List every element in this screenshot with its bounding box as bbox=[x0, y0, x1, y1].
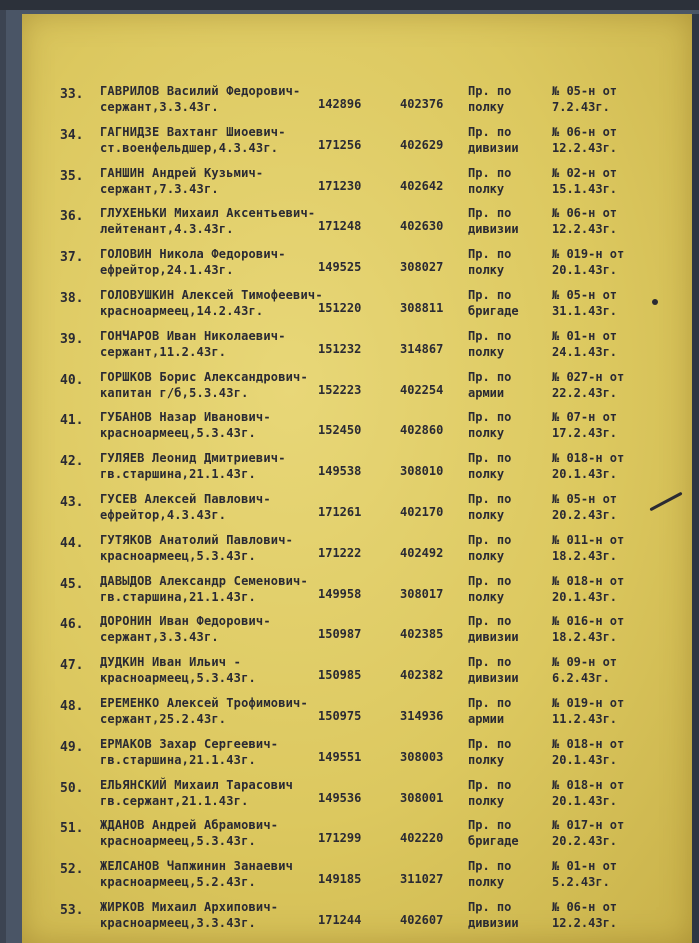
order-date: 20.2.43г. bbox=[552, 834, 618, 849]
order-date: 12.2.43г. bbox=[552, 140, 618, 155]
scanned-document-page bbox=[22, 14, 692, 943]
medal-code: 150985 bbox=[318, 668, 362, 683]
record-row bbox=[22, 166, 692, 206]
certificate-number: 308010 bbox=[400, 464, 444, 479]
medal-code: 152450 bbox=[318, 423, 362, 438]
record-number: 48. bbox=[60, 699, 84, 714]
medal-code: 171244 bbox=[318, 913, 362, 927]
viewer-right-edge bbox=[692, 14, 699, 943]
order-type: Пр. по bbox=[468, 247, 512, 262]
record-number: 44. bbox=[60, 535, 84, 551]
order-number: № 019-н от bbox=[552, 696, 625, 710]
order-number: № 019-н от bbox=[552, 247, 625, 262]
order-type: Пр. по bbox=[468, 492, 512, 506]
certificate-number: 402607 bbox=[400, 913, 444, 927]
medal-code: 151232 bbox=[318, 341, 362, 356]
order-type: Пр. по bbox=[468, 573, 512, 588]
record-row bbox=[22, 737, 692, 777]
rank-date-line: капитан г/б,5.3.43г. bbox=[100, 385, 249, 400]
name-line: ЕЛЬЯНСКИЙ Михаил Тарасович bbox=[100, 777, 294, 792]
medal-code: 149185 bbox=[318, 872, 362, 887]
rank-date-line: ефрейтор,24.1.43г. bbox=[100, 263, 234, 278]
viewer-left-edge bbox=[0, 10, 6, 943]
record-number: 41. bbox=[60, 413, 84, 429]
certificate-number: 402254 bbox=[400, 382, 444, 397]
order-issuer: дивизии bbox=[468, 140, 519, 155]
order-number: № 07-н от bbox=[552, 410, 618, 425]
certificate-number: 311027 bbox=[400, 872, 444, 887]
order-type: Пр. по bbox=[468, 532, 512, 547]
record-number: 45. bbox=[60, 576, 84, 592]
order-date: 22.2.43г. bbox=[552, 385, 618, 400]
record-row bbox=[22, 288, 692, 328]
order-issuer: дивизии bbox=[468, 222, 519, 237]
rank-date-line: красноармеец,5.2.43г. bbox=[100, 875, 256, 890]
certificate-number: 402642 bbox=[400, 178, 444, 193]
order-issuer: бригаде bbox=[468, 304, 519, 318]
certificate-number: 402382 bbox=[400, 668, 444, 683]
record-row bbox=[22, 329, 692, 369]
certificate-number: 402170 bbox=[400, 505, 444, 519]
order-issuer: дивизии bbox=[468, 630, 519, 645]
order-issuer: полку bbox=[468, 426, 505, 441]
record-number: 36. bbox=[60, 209, 84, 225]
order-type: Пр. по bbox=[468, 777, 512, 792]
ink-blot bbox=[652, 299, 658, 305]
order-number: № 018-н от bbox=[552, 573, 625, 588]
medal-code: 149538 bbox=[318, 464, 362, 479]
certificate-number: 308027 bbox=[400, 260, 444, 275]
rank-date-line: гв.старшина,21.1.43г. bbox=[100, 752, 256, 767]
medal-code: 152223 bbox=[318, 382, 362, 397]
record-number: 38. bbox=[60, 291, 84, 306]
certificate-number: 402376 bbox=[400, 97, 444, 111]
order-date: 20.1.43г. bbox=[552, 467, 618, 482]
record-row bbox=[22, 696, 692, 736]
record-number: 42. bbox=[60, 454, 84, 470]
order-issuer: полку bbox=[468, 875, 505, 890]
record-number: 40. bbox=[60, 372, 84, 388]
record-row bbox=[22, 247, 692, 287]
rank-date-line: красноармеец,5.3.43г. bbox=[100, 834, 256, 849]
certificate-number: 402385 bbox=[400, 627, 444, 642]
order-date: 20.2.43г. bbox=[552, 508, 618, 522]
order-number: № 017-н от bbox=[552, 818, 625, 833]
rank-date-line: гв.старшина,21.1.43г. bbox=[100, 589, 256, 604]
name-line: ГУТЯКОВ Анатолий Павлович- bbox=[100, 532, 294, 547]
order-number: № 018-н от bbox=[552, 777, 625, 792]
record-number: 47. bbox=[60, 658, 84, 674]
rank-date-line: лейтенант,4.3.43г. bbox=[100, 222, 234, 237]
order-number: № 05-н от bbox=[552, 492, 618, 506]
rank-date-line: красноармеец,3.3.43г. bbox=[100, 916, 256, 930]
record-row bbox=[22, 818, 692, 858]
record-number: 50. bbox=[60, 780, 84, 796]
certificate-number: 314867 bbox=[400, 341, 444, 356]
medal-code: 171230 bbox=[318, 178, 362, 193]
order-issuer: дивизии bbox=[468, 671, 519, 686]
record-number: 33. bbox=[60, 87, 84, 102]
order-number: № 06-н от bbox=[552, 124, 618, 139]
name-line: ДУДКИН Иван Ильич - bbox=[100, 655, 242, 670]
order-issuer: армии bbox=[468, 712, 505, 726]
order-date: 17.2.43г. bbox=[552, 426, 618, 441]
certificate-number: 308001 bbox=[400, 790, 444, 805]
certificate-number: 402629 bbox=[400, 137, 444, 152]
certificate-number: 402220 bbox=[400, 831, 444, 846]
order-type: Пр. по bbox=[468, 655, 512, 670]
certificate-number: 402630 bbox=[400, 219, 444, 234]
name-line: ЖИРКОВ Михаил Архипович- bbox=[100, 900, 279, 914]
rank-date-line: сержант,7.3.43г. bbox=[100, 181, 219, 196]
order-issuer: полку bbox=[468, 100, 505, 114]
order-type: Пр. по bbox=[468, 410, 512, 425]
order-date: 12.2.43г. bbox=[552, 916, 618, 930]
name-line: ГОРШКОВ Борис Александрович- bbox=[100, 369, 308, 384]
order-number: № 027-н от bbox=[552, 369, 625, 384]
record-row bbox=[22, 655, 692, 695]
name-line: ДАВЫДОВ Александр Семенович- bbox=[100, 573, 308, 588]
order-number: № 018-н от bbox=[552, 736, 625, 751]
order-number: № 011-н от bbox=[552, 532, 625, 547]
order-date: 6.2.43г. bbox=[552, 671, 610, 686]
order-type: Пр. по bbox=[468, 736, 512, 751]
name-line: ЖЕЛСАНОВ Чапжинин Занаевич bbox=[100, 859, 294, 874]
record-number: 43. bbox=[60, 495, 84, 510]
order-number: № 01-н от bbox=[552, 328, 618, 343]
record-row bbox=[22, 900, 692, 940]
record-row bbox=[22, 206, 692, 246]
order-type: Пр. по bbox=[468, 369, 512, 384]
rank-date-line: красноармеец,5.3.43г. bbox=[100, 426, 256, 441]
order-issuer: полку bbox=[468, 548, 505, 563]
name-line: ГУЛЯЕВ Леонид Дмитриевич- bbox=[100, 451, 286, 466]
record-row bbox=[22, 533, 692, 573]
medal-code: 149958 bbox=[318, 586, 362, 601]
record-number: 52. bbox=[60, 862, 84, 878]
record-row bbox=[22, 451, 692, 491]
medal-code: 149551 bbox=[318, 749, 362, 764]
rank-date-line: сержант,3.3.43г. bbox=[100, 630, 219, 645]
record-row bbox=[22, 492, 692, 532]
order-date: 18.2.43г. bbox=[552, 630, 618, 645]
medal-code: 171261 bbox=[318, 505, 362, 519]
order-issuer: полку bbox=[468, 181, 505, 196]
order-type: Пр. по bbox=[468, 900, 512, 914]
medal-code: 171222 bbox=[318, 545, 362, 560]
name-line: ГУСЕВ Алексей Павлович- bbox=[100, 492, 271, 506]
name-line: ДОРОНИН Иван Федорович- bbox=[100, 614, 271, 629]
order-date: 18.2.43г. bbox=[552, 548, 618, 563]
record-number: 37. bbox=[60, 250, 84, 266]
order-type: Пр. по bbox=[468, 206, 512, 221]
name-line: ГОНЧАРОВ Иван Николаевич- bbox=[100, 328, 286, 343]
order-date: 15.1.43г. bbox=[552, 181, 618, 196]
name-line: ГОЛОВУШКИН Алексей Тимофеевич- bbox=[100, 288, 323, 302]
record-row bbox=[22, 410, 692, 450]
medal-code: 151220 bbox=[318, 301, 362, 315]
rank-date-line: красноармеец,5.3.43г. bbox=[100, 671, 256, 686]
name-line: ГАВРИЛОВ Василий Федорович- bbox=[100, 84, 301, 98]
record-number: 53. bbox=[60, 903, 84, 918]
order-number: № 05-н от bbox=[552, 84, 618, 98]
medal-code: 171256 bbox=[318, 137, 362, 152]
medal-code: 142896 bbox=[318, 97, 362, 111]
order-type: Пр. по bbox=[468, 451, 512, 466]
name-line: ГАГНИДЗЕ Вахтанг Шиоевич- bbox=[100, 124, 286, 139]
order-number: № 01-н от bbox=[552, 859, 618, 874]
order-type: Пр. по bbox=[468, 696, 512, 710]
record-row bbox=[22, 778, 692, 818]
record-row bbox=[22, 125, 692, 165]
order-type: Пр. по bbox=[468, 84, 512, 98]
order-issuer: полку bbox=[468, 508, 505, 522]
rank-date-line: красноармеец,14.2.43г. bbox=[100, 304, 264, 318]
certificate-number: 308811 bbox=[400, 301, 444, 315]
order-type: Пр. по bbox=[468, 614, 512, 629]
order-date: 20.1.43г. bbox=[552, 793, 618, 808]
rank-date-line: сержант,3.3.43г. bbox=[100, 100, 219, 114]
order-date: 12.2.43г. bbox=[552, 222, 618, 237]
certificate-number: 314936 bbox=[400, 709, 444, 723]
certificate-number: 308003 bbox=[400, 749, 444, 764]
order-date: 20.1.43г. bbox=[552, 263, 618, 278]
order-date: 7.2.43г. bbox=[552, 100, 610, 114]
name-line: ГУБАНОВ Назар Иванович- bbox=[100, 410, 271, 425]
name-line: ЕРЕМЕНКО Алексей Трофимович- bbox=[100, 696, 308, 710]
order-number: № 06-н от bbox=[552, 900, 618, 914]
order-issuer: полку bbox=[468, 589, 505, 604]
order-type: Пр. по bbox=[468, 288, 512, 302]
order-number: № 06-н от bbox=[552, 206, 618, 221]
record-row bbox=[22, 614, 692, 654]
order-date: 20.1.43г. bbox=[552, 752, 618, 767]
order-date: 24.1.43г. bbox=[552, 344, 618, 359]
order-date: 31.1.43г. bbox=[552, 304, 618, 318]
record-row bbox=[22, 370, 692, 410]
order-number: № 016-н от bbox=[552, 614, 625, 629]
order-issuer: дивизии bbox=[468, 916, 519, 930]
order-type: Пр. по bbox=[468, 818, 512, 833]
order-date: 11.2.43г. bbox=[552, 712, 618, 726]
record-number: 46. bbox=[60, 617, 84, 633]
medal-code: 149536 bbox=[318, 790, 362, 805]
order-date: 5.2.43г. bbox=[552, 875, 610, 890]
name-line: ГЛУХЕНЬКИ Михаил Аксентьевич- bbox=[100, 206, 316, 221]
order-issuer: полку bbox=[468, 263, 505, 278]
rank-date-line: ефрейтор,4.3.43г. bbox=[100, 508, 227, 522]
order-date: 20.1.43г. bbox=[552, 589, 618, 604]
name-line: ЕРМАКОВ Захар Сергеевич- bbox=[100, 736, 279, 751]
name-line: ЖДАНОВ Андрей Абрамович- bbox=[100, 818, 279, 833]
certificate-number: 308017 bbox=[400, 586, 444, 601]
name-line: ГОЛОВИН Никола Федорович- bbox=[100, 247, 286, 262]
order-number: № 02-н от bbox=[552, 165, 618, 180]
name-line: ГАНШИН Андрей Кузьмич- bbox=[100, 165, 264, 180]
rank-date-line: гв.старшина,21.1.43г. bbox=[100, 467, 256, 482]
record-row bbox=[22, 574, 692, 614]
record-number: 34. bbox=[60, 127, 84, 143]
order-issuer: полку bbox=[468, 793, 505, 808]
record-row bbox=[22, 859, 692, 899]
order-number: № 05-н от bbox=[552, 288, 618, 302]
order-number: № 018-н от bbox=[552, 451, 625, 466]
medal-code: 150987 bbox=[318, 627, 362, 642]
medal-code: 150975 bbox=[318, 709, 362, 723]
rank-date-line: красноармеец,5.3.43г. bbox=[100, 548, 256, 563]
record-number: 49. bbox=[60, 739, 84, 755]
order-issuer: полку bbox=[468, 344, 505, 359]
certificate-number: 402492 bbox=[400, 545, 444, 560]
order-issuer: полку bbox=[468, 752, 505, 767]
order-type: Пр. по bbox=[468, 124, 512, 139]
order-type: Пр. по bbox=[468, 328, 512, 343]
order-type: Пр. по bbox=[468, 165, 512, 180]
order-issuer: полку bbox=[468, 467, 505, 482]
rank-date-line: сержант,11.2.43г. bbox=[100, 344, 227, 359]
order-number: № 09-н от bbox=[552, 655, 618, 670]
record-number: 51. bbox=[60, 821, 84, 837]
order-issuer: бригаде bbox=[468, 834, 519, 849]
medal-code: 171299 bbox=[318, 831, 362, 846]
medal-code: 149525 bbox=[318, 260, 362, 275]
viewer-top-bar bbox=[0, 0, 699, 10]
rank-date-line: сержант,25.2.43г. bbox=[100, 712, 227, 726]
order-type: Пр. по bbox=[468, 859, 512, 874]
rank-date-line: гв.сержант,21.1.43г. bbox=[100, 793, 249, 808]
record-number: 39. bbox=[60, 331, 84, 347]
record-number: 35. bbox=[60, 168, 84, 184]
certificate-number: 402860 bbox=[400, 423, 444, 438]
record-row bbox=[22, 84, 692, 124]
order-issuer: армии bbox=[468, 385, 505, 400]
rank-date-line: ст.военфельдшер,4.3.43г. bbox=[100, 140, 279, 155]
medal-code: 171248 bbox=[318, 219, 362, 234]
